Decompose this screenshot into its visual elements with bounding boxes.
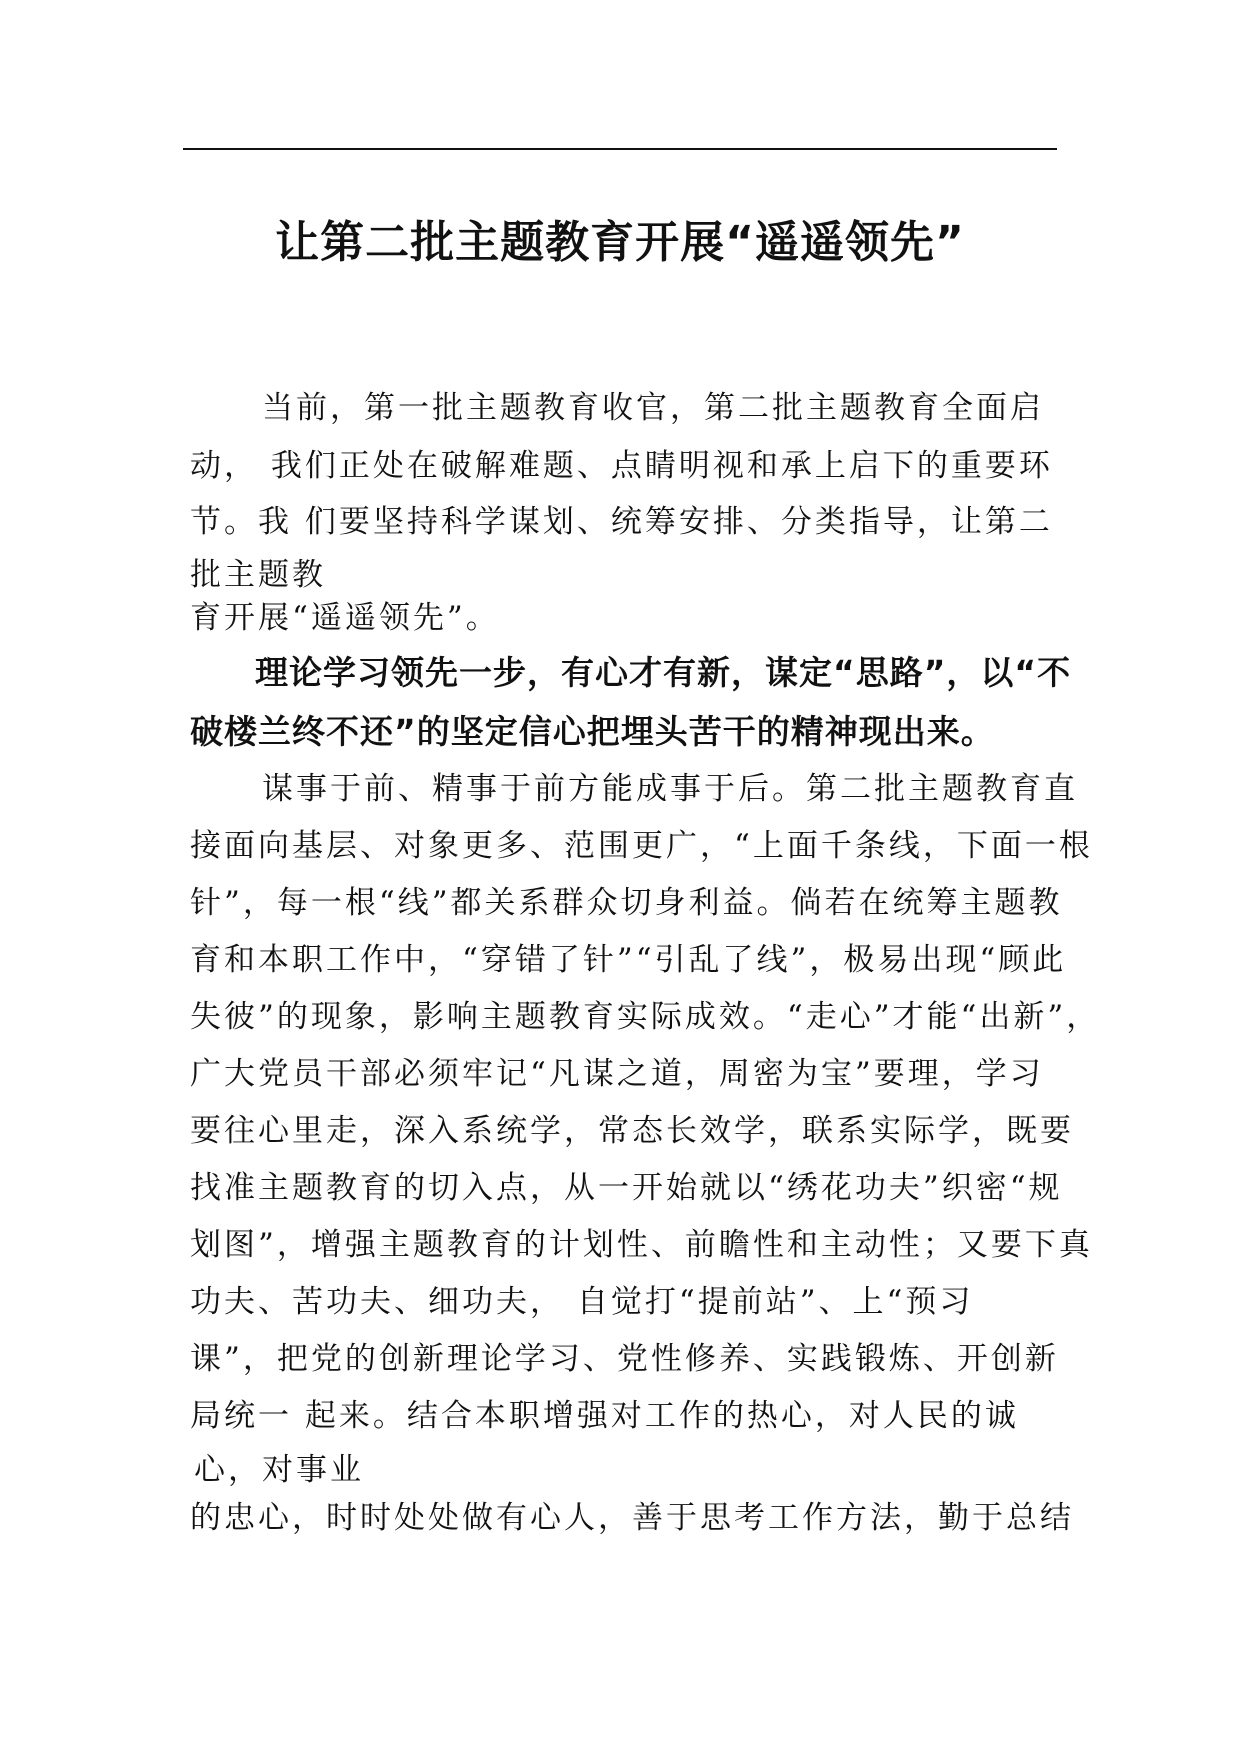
section-heading-line: 破楼兰终不还”的坚定信心把埋头苦干的精神现出来。	[190, 712, 995, 751]
section-heading-line: 理论学习领先一步，有心才有新，谋定“思路”，以“不	[255, 653, 1072, 692]
body-line: 接面向基层、对象更多、范围更广，“上面千条线，下面一根	[190, 828, 1093, 864]
body-line: 失彼”的现象，影响主题教育实际成效。“走心”才能“出新”，	[190, 999, 1101, 1035]
body-line: 育和本职工作中，“穿错了针”“引乱了线”，极易出现“顾此	[190, 942, 1067, 978]
intro-line: 节。我 们要坚持科学谋划、统筹安排、分类指导，让第二	[190, 504, 1053, 540]
body-line: 功夫、苦功夫、细功夫， 自觉打“提前站”、上“预习	[190, 1284, 974, 1320]
intro-line: 批主题教	[190, 557, 326, 593]
document-title: 让第二批主题教育开展“遥遥领先”	[275, 217, 965, 268]
header-rule	[183, 148, 1057, 150]
body-line: 心，对事业	[194, 1452, 364, 1488]
body-line: 课”，把党的创新理论学习、党性修养、实践锻炼、开创新	[190, 1341, 1059, 1377]
body-line: 划图”，增强主题教育的计划性、前瞻性和主动性；又要下真	[190, 1227, 1093, 1263]
body-line: 谋事于前、精事于前方能成事于后。第二批主题教育直	[262, 771, 1078, 807]
body-line: 局统一 起来。结合本职增强对工作的热心，对人民的诚	[190, 1398, 1019, 1434]
intro-line: 育开展“遥遥领先”。	[190, 600, 500, 636]
body-line: 的忠心，时时处处做有心人，善于思考工作方法，勤于总结	[190, 1500, 1074, 1536]
body-line: 找准主题教育的切入点，从一开始就以“绣花功夫”织密“规	[190, 1170, 1063, 1206]
body-line: 要往心里走，深入系统学，常态长效学，联系实际学，既要	[190, 1113, 1074, 1149]
intro-line: 动， 我们正处在破解难题、点睛明视和承上启下的重要环	[190, 448, 1053, 484]
intro-line: 当前，第一批主题教育收官，第二批主题教育全面启	[262, 390, 1044, 426]
body-line: 针”，每一根“线”都关系群众切身利益。倘若在统筹主题教	[190, 885, 1063, 921]
body-line: 广大党员干部必须牢记“凡谋之道，周密为宝”要理，学习	[190, 1056, 1044, 1092]
